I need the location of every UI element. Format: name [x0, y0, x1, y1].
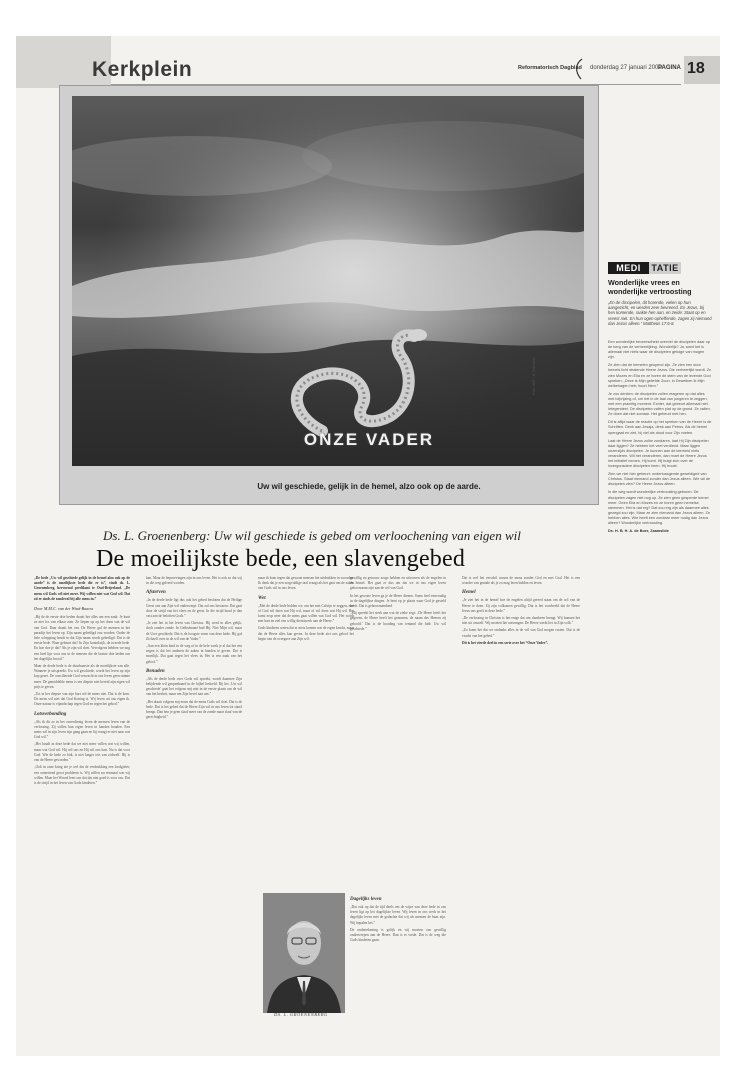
portrait-caption: DS. L. GROENENBERG — [274, 1012, 328, 1017]
paragraph: Je zou denken: de discipelen zullen reageren op dat alles met lofprijzing of, om het in de taal van jongeren te zeggen, met een prachtig moment. Echter, dat gebeurt allemaal niet. Integendeel. De discipelen vallen plat op de grond. Ze vallen. Ze doen dat niet zomaar. Het gebeurt met hen. — [608, 391, 711, 417]
paragraph: „Met de derde bede bidden we, om het met Calvijn te zeggen, niet of God wil doen wat Hij wil, maar of wil doen wat Hij wil. Het komt erop neer dat de mens gaat willen wat God wil. Het wordt met hart en ziel een willig dienstwerk aan de Heere.” — [258, 603, 354, 624]
photo-title: ONZE VADER — [303, 430, 435, 449]
meditation-body — [608, 340, 712, 537]
article-column-2 — [146, 576, 242, 1016]
photo-caption: Uw wil geschiede, gelijk in de hemel, alzo ook op de aarde. — [257, 482, 481, 491]
paragraph: Gods kinderen weten dat er niets komen wat de eigen kracht, maar dat de Heere alles kan geven. In deze bede ziet ons geloof het begin van de overgave aan Zijn wil. — [258, 626, 354, 641]
article-kicker: Ds. L. Groenenberg: Uw wil geschiede is gebed om verloochening van eigen wil — [103, 528, 521, 543]
newspaper-name: Reformatorisch Dagblad — [518, 65, 582, 71]
paragraph: gewillig en getrouw zorge hebben en uitvoeren als de engelen in de hemel. Het gaat er dus om dat we in ons eigen leven gehoorzaam zijn aan de wil van God. — [350, 576, 446, 591]
paragraph: „Aan een klein kind in de weg of in de hele week je al dat het een zegen is dat het anderen de zaken in handen te geven. Dat is moeilijk. Dat gaat tegen het vlees in. Het is een zaak van het geloof.” — [146, 644, 242, 664]
article-column-5 — [462, 576, 580, 1016]
subheading: Benuden — [146, 668, 165, 674]
meditation-verse: „En de discipelen, dit horende, vielen op hun aangezicht, en werden zeer bevreesd. En Jezus, bij hen komende, raakte hen aan, en zeide: Staat op en vreest niet. En hun ogen opheffende, zagen zij niemand dan Jezus alleen.” Mattheüs 17:6-8. — [608, 300, 712, 326]
paragraph: Laat de Heere Jezus zulke zondaren, laat Hij Zijn discipelen daar liggen? Ze hebben het veel verdiend. Maar liggen onzerzijds discipelen. Je kunnen aan de teerheid niets veranderen. Wil het veranderen, dan moet de Heere Jezus het initiatief nemen. Hij komt. Hij buigt zich over de invergonsdere discipelen heen. Hij troost. — [608, 438, 709, 469]
paragraph: maar ik kom tegen dat gewone mensen het uitdrukken in woorden. Ik denk dat je een zorgvuldige taal vraagt als het gaat om de zaken van Gods wil in ons leven. — [258, 576, 354, 591]
paragraph: Dit is altijd waar de reactie op het spreken van de Heere is de Schriften. Denk aan Jesaja, denk aan Petrus. Als de hemel opengaat en ziet, hij viel als dood voor Zijn voeten. — [608, 420, 712, 435]
paragraph: „Als de derde bede over Gods wil spreekt, wordt daarmee Zijn belijdende wil geopenbaard in de bijbel bedoeld. Bij het ‚Uw wil geschiede’ gaat het volgens mij niet in de eerste plaats om de wil van het besluit, maar om Zijn bevel aan ons.” — [146, 676, 242, 697]
paragraph: „De verlossing in Christus is het enige dat ons daarheen brengt. Wij kunnen het niet uit onszelf. Wij moeten het ontvangen. De Heere werkt het in Zijn volk.” — [462, 616, 580, 626]
article-headline: De moeilijkste bede, een slavengebed — [96, 546, 466, 572]
paragraph: De ondertekening is gelijk en wij moeten ons gewillig onderwerpen aan de Heere. Dan is er vrede. Dat is de weg die Gods kinderen gaan. — [350, 927, 446, 943]
paragraph: „Dat ook op dat de tijd deels om de wijze van deze bede in ons leven ligt op het dagelijkse leven. Wij leven in ons werk in het dagelijks leven met de gedachte dat wij als mensen de baas zijn. Wij bepalen het.” — [350, 905, 446, 925]
paragraph: In het gewone leven ga je de Heere dienen. Soms heel eenvoudig in de dagelijkse dingen. Je bent op je plaats waar God je gesteld heeft. Dat is gehoorzaamheid. — [350, 593, 446, 609]
badge-dark: MEDI — [608, 262, 649, 274]
paragraph: „Tot in het diepste van zijn hart wil de mens niet. Dat is de kern. De mens wil niet dat God Koning is. Wij leven uit ons eigen ik. Onze natuur is vijandschap tegen God en tegen het gebod.” — [34, 692, 130, 707]
photo-credit: Foto: ANP / H. Wiersma — [532, 357, 536, 395]
paragraph: „Bij de de eerste drie beden draait het alles om een zaak: Je kunt ze niet los van elkaar zien. Ze liepen op op het doen van de wil van God. Daar draait het om. De Heere gaf de mensen in het paradijs het leven op. Zijn naam geheiligd zou worden. Onder de hele schepping houdt in dat Zijn naam wordt geheiligd. Dat is de eerste bede. Waar gebeurt dat? In Zijn koninkrijk, de tweede bede. En hoe doe je dat? Als je zijn wil doet. Vervolgens hebben we nog een heel lijn voor ons in de mensen die de laatste drie beden om het dagelijks brood.” — [34, 615, 130, 661]
article-lead: „De bede „Uw wil geschiede gelijk in de hemel alzo ook op de aarde” is de moeilijkste bede die er is”, vindt ds. L. Groenenberg, hervormd predikant te Oud-Beijerland. „De mens wil Gods wil niet meer. Wij willen niet wat God wil. Dat zit er sinds de zondeval bij alle mens in.” — [34, 576, 130, 601]
subheading: Dagelijks leven — [350, 897, 382, 902]
paragraph: Maar de derde bede is de duurbaarste als de moeilijkste van alle. Wanneer je uitspreekt: Uw wil geschiede, wordt het leven op zijn kop gezet. De concilieerde God verwacht in ons leven geen ruimte meer. De gemiddelde mens is ten diepste niet bereid zijn eigen wil prijs te geven. — [34, 664, 130, 689]
subheading: Lotsverbonding — [34, 711, 67, 717]
section-title: Kerkplein — [92, 58, 193, 81]
paragraph: „Zo komt het dat we ondanks alles in de wil van God mogen rusten. Dat is de vrucht van het gebed.” — [462, 628, 580, 638]
article-column-3-top — [258, 576, 354, 888]
paragraph: kan. Maar de beproevingen zijn in ons leven. Het is ook zo dat wij in die weg geleerd worden. — [146, 576, 242, 586]
paper-logo-icon — [573, 58, 585, 80]
portrait-image — [263, 893, 345, 1013]
paragraph: „Mij spreekt het sterk aan wat de zieke zegt: ‚De Heere heeft het gegeven, de Heere heeft het genomen, de naam des Heeren zij geloofd.’ Dat is de houding van iemand die bidt: Uw wil geschiede.” — [350, 611, 446, 631]
paragraph: „In de derde bede ligt dus ook het gebed besloten dat de Heilige Geest ons aan Zijn wil onderwerpt. Dat zal ons bewaren. Dat gaat door de strijd van het vlees en de geest. In die strijd houd je dan vast aan de beloften Gods.” — [146, 598, 242, 619]
article-byline: Door M.M.C. van der Wind-Baaow — [34, 606, 94, 612]
subheading: Hemel — [462, 590, 476, 596]
series-note: Dit is het vierde deel in een serie over het “Onze Vader”. — [462, 640, 549, 645]
page-number: 18 — [687, 60, 705, 77]
paragraph: „Het draait volgens mij erom dat de mens Gods wil doet. Dat is de bede. Dat is het gebed dat de Heere Zijn wil in ons leven tot stand brengt. Dan ben je geen slaaf meer van de zonde maar slaaf van de gerechtigheid.” — [146, 699, 242, 720]
paragraph: „Je ziet het in het leven van Christus. Hij werd in alles gelijk, doch zonder zonde. In Gethsémané bad Hij: Niet Mijn wil, maar de Uwe geschiede. Dat is de hoogste vorm van deze bede. Hij gaf Zichzelf over in de wil van de Vader.” — [146, 621, 242, 641]
paragraph: Zien we niet hier gebeurt: ondertussgende geweldiged van Christus. Staat niemand zonder dan Jezus alleen. Wie wil de discipelen zien? De Heere Jezus alleen. — [608, 472, 711, 487]
article-column-4-left — [350, 576, 446, 888]
serpent-clouds-photo — [72, 96, 584, 466]
paragraph: „Het houdt in deze bede dat we niet meer willen wat wij willen, maar wat God wil. Hij wil ons en Hij wil ons hart. Nu is dat voor God. Wie de bede zo bidt, is niet langer iets van zichzelf. Hij is van de Heere geworden.” — [34, 742, 130, 763]
issue-date: donderdag 27 januari 2000 — [590, 65, 662, 71]
author-portrait — [263, 893, 345, 1013]
paragraph: „Ook in onze kring zie je wel dat de verdrukking een loodgieter, een ontzettend groot probleem is. Wij willen nu eenmaal wat wij willen. Maar het Woord leert ons dat dat niet goed is voor ons. Dat is de strijd in het leven van Gods kinderen.” — [34, 765, 130, 785]
badge-light: TATIE — [649, 262, 681, 274]
paragraph: Een wonderlijke bevreesdheid overviel de discipelen daar op de berg van de verheerlijking. Wonderlijk? Ja, want het is allemaal niet niets waar de discipelen getuige van mogen zijn. — [608, 340, 710, 360]
subheading: Wet — [258, 595, 266, 601]
article-column-1 — [34, 576, 130, 1016]
page-header — [16, 36, 720, 88]
meditation-title: Wonderlijke vrees en wonderlijke vertroosting — [608, 278, 692, 296]
paragraph: „Als ik dit zo in het onverdienig leven de mensen leven van de verlossing. Zij willen hun eigen leven in handen houden. Een mens wil in zijn leven zijn gang gaan en hij vraagt er niet naar wat God wil.” — [34, 719, 130, 740]
article-column-3-bottom — [350, 893, 446, 1018]
meditation-badge — [608, 262, 714, 274]
paragraph: „Je ziet het in de hemel hoe de engelen altijd gereed staan om de wil van de Heere te doen. Zij zijn volkomen gewillig. Dat is het voorbeeld dat de Heere Jezus ons geeft in deze bede.” — [462, 598, 580, 613]
paragraph: Ze zien dat de hemelen geopend zijn. Ze zien een door hemels licht stralende Heere Jezus. Die verheerlijkt wordt. Ze zien Mozes en Elia en ze horen de stem van de levende God spreken: „Deze is Mijn geliefde Zoon, in Dewelken Ik Mijn welbehagen heb; hoort Hem.” — [608, 363, 712, 388]
paragraph: In die weg wordt wonderlijke vertroosting geboren. De discipelen zagen niet nog op. Ze zien geen gesperde hemel meer. Geen Elia en Mozes en ze horen geen hemelse stemmen. Het is dat erg? Dat zou erg zijn als daarmee alles gezegd zou zijn. Maar ze zien niemand dan Jezus alleen. Ze hebben alles. Wie heeft een zondaar meer nodig dan Jezus alleen? Wonderlijke vertroosting. — [608, 490, 710, 525]
subheading: Afsterven — [146, 590, 166, 596]
paragraph: Dat is wel het verschil tussen de mens zonder God en met God. Het is een wonder van genade als je zo mag leren bidden en leven. — [462, 576, 580, 586]
meditation-signature: Ds. H. B. H. A. de Boer, Zaamslide — [608, 529, 669, 534]
page-label: PAGINA — [658, 65, 681, 71]
